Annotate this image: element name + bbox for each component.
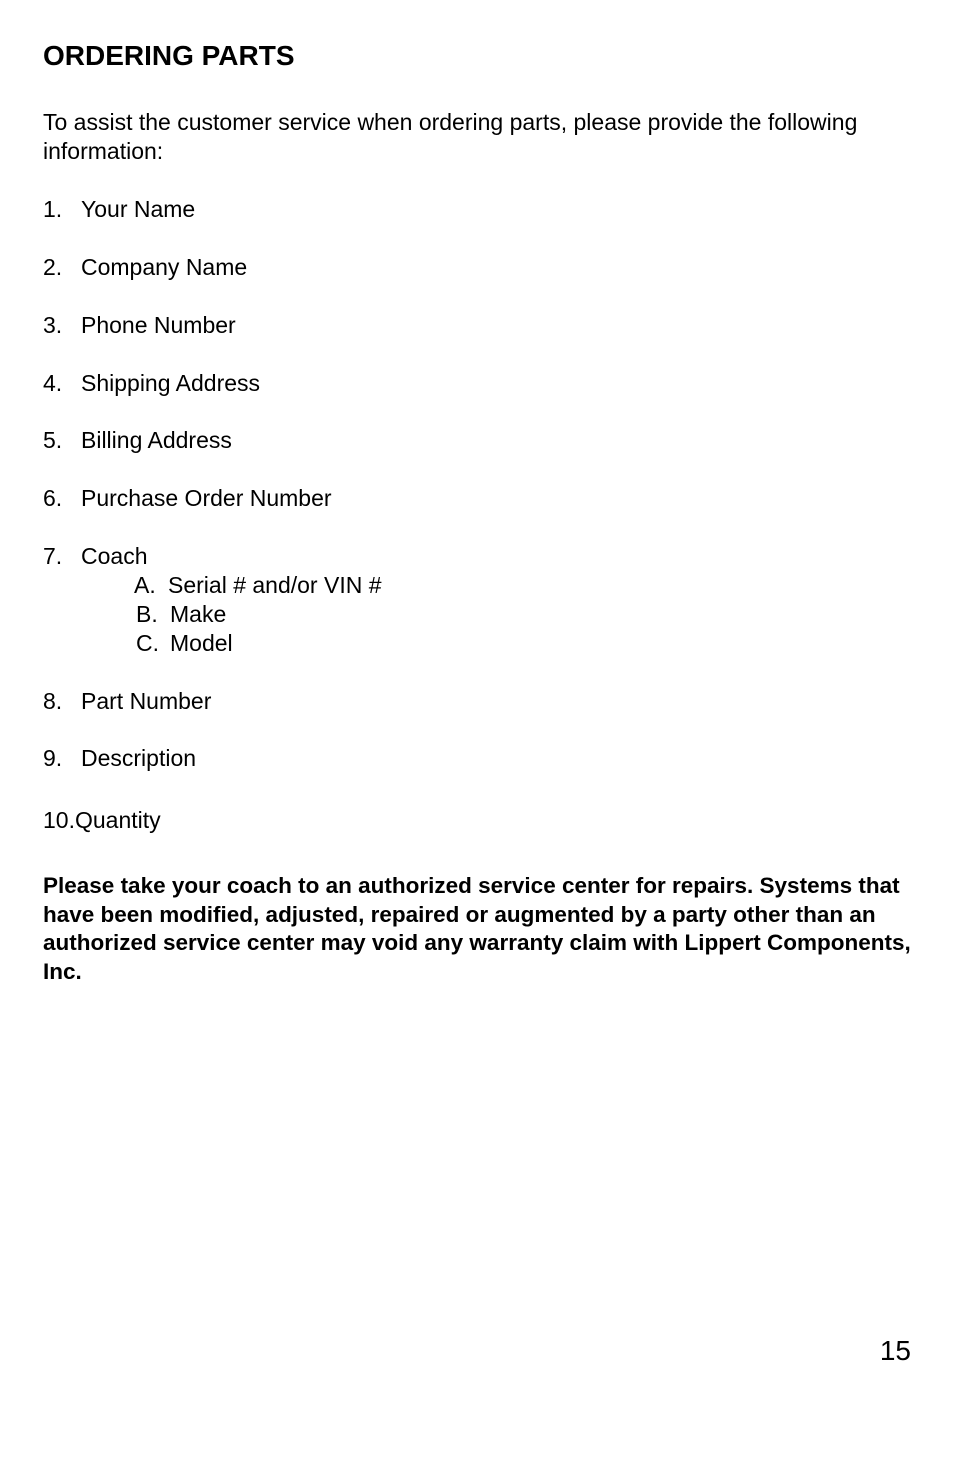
list-item-number: 8. <box>43 688 63 714</box>
list-item-number: 2. <box>43 254 63 280</box>
list-item-number: 10. <box>43 807 75 833</box>
list-item <box>43 195 195 224</box>
intro-paragraph: To assist the customer service when ordering parts, please provide the following information: <box>43 109 858 164</box>
list-item-label: Part Number <box>81 688 212 714</box>
list-item-number: 7. <box>43 543 63 569</box>
list-item-number: 4. <box>43 370 63 396</box>
list-item-label: Shipping Address <box>81 370 261 396</box>
list-item <box>43 369 260 398</box>
list-item <box>43 806 161 835</box>
list-item-label: Billing Address <box>81 427 232 453</box>
warranty-notice: Please take your coach to an authorized service center for repairs. Systems that have been modified, adjusted, repaired or augmented by a party other than an authorized service center may void any warranty claim with Lippert Components, Inc. <box>43 873 911 985</box>
list-item-number: 3. <box>43 312 63 338</box>
list-item-label: Phone Number <box>81 312 236 338</box>
coach-subitem-label: Model <box>170 630 233 656</box>
list-item-label: Your Name <box>81 196 196 222</box>
list-item-label: Description <box>81 745 197 771</box>
coach-subitem-letter: C. <box>136 630 159 656</box>
list-item-label: Quantity <box>74 807 161 833</box>
list-item-label: Coach <box>81 543 148 569</box>
coach-subitem <box>134 571 382 600</box>
list-item <box>43 542 147 571</box>
coach-subitem-label: Serial # and/or VIN # <box>168 572 382 598</box>
page-title: ORDERING PARTS <box>43 40 295 71</box>
list-item-label: Purchase Order Number <box>81 485 332 511</box>
list-item-number: 1. <box>43 196 63 222</box>
list-item-number: 9. <box>43 745 63 771</box>
list-item-label: Company Name <box>81 254 248 280</box>
list-item <box>43 687 211 716</box>
coach-subitem <box>136 629 233 658</box>
list-item <box>43 484 332 513</box>
list-item <box>43 426 232 455</box>
coach-subitem <box>136 600 226 629</box>
list-item-number: 5. <box>43 427 63 453</box>
list-item <box>43 311 236 340</box>
coach-subitem-letter: B. <box>136 601 158 627</box>
list-item-number: 6. <box>43 485 63 511</box>
coach-subitem-letter: A. <box>134 572 156 598</box>
page-number: 15 <box>879 1335 911 1366</box>
coach-subitem-label: Make <box>170 601 227 627</box>
list-item <box>43 253 247 282</box>
list-item <box>43 744 196 773</box>
